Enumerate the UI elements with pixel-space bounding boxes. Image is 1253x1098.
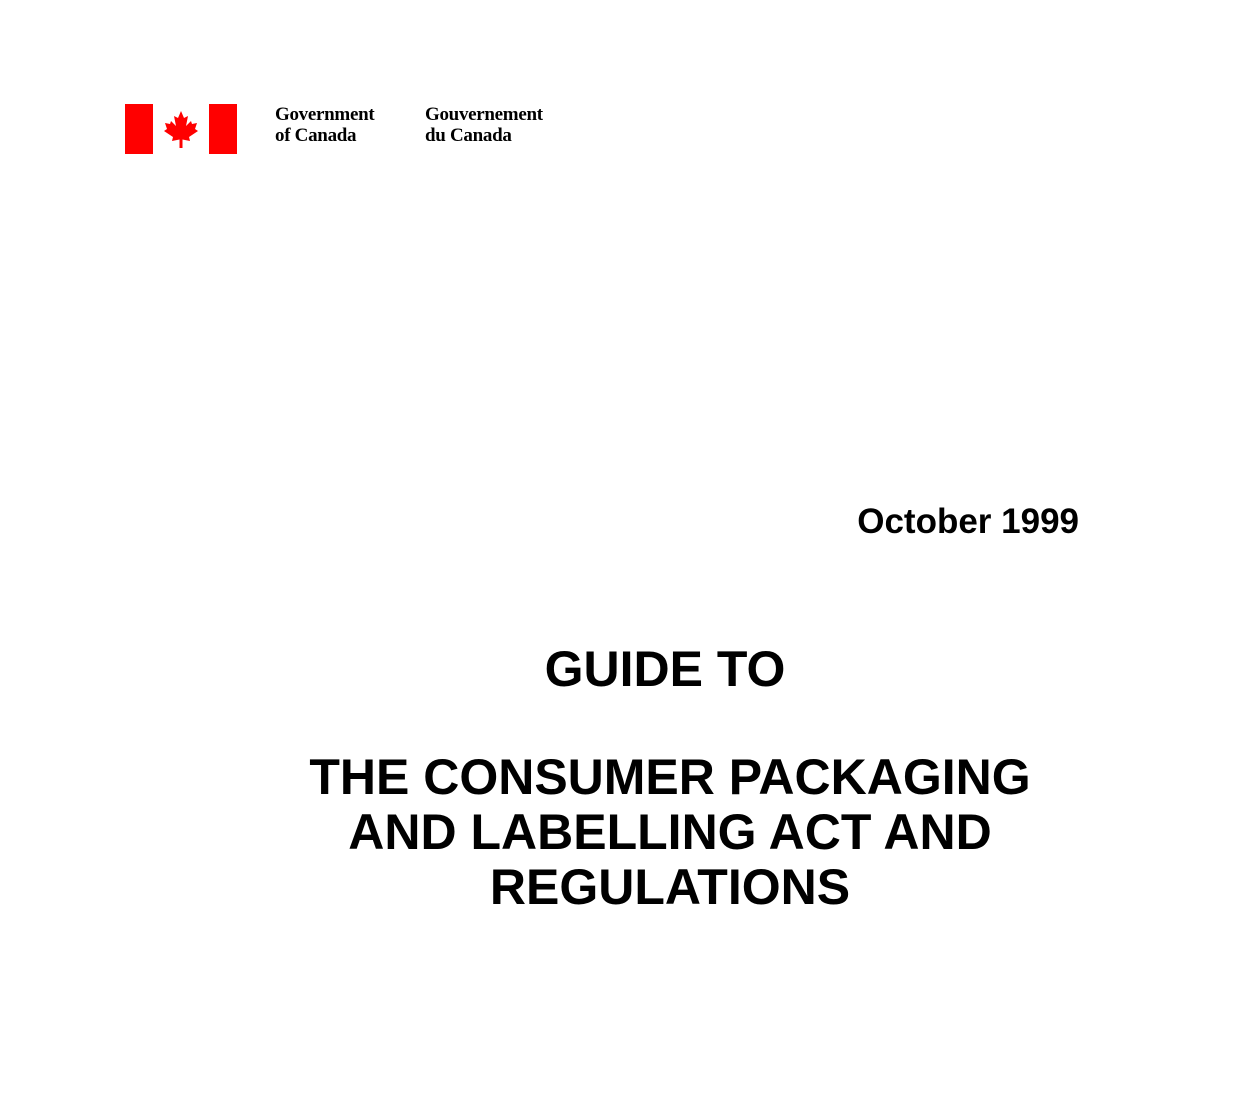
wordmark-fr-line1: Gouvernement bbox=[425, 104, 543, 125]
title-line-2: AND LABELLING ACT AND bbox=[348, 804, 992, 860]
canada-flag-icon bbox=[125, 104, 237, 154]
title-guide-to: GUIDE TO bbox=[544, 641, 786, 697]
gouvernement-du-canada-wordmark bbox=[425, 104, 543, 146]
government-of-canada-wordmark bbox=[275, 104, 374, 146]
title-line-3: REGULATIONS bbox=[489, 859, 851, 915]
document-title bbox=[270, 750, 1070, 915]
wordmark-en-line2: of Canada bbox=[275, 125, 357, 146]
publication-date: October 1999 bbox=[857, 502, 1079, 541]
wordmark-en-line1: Government bbox=[275, 104, 375, 125]
wordmark-fr-line2: du Canada bbox=[425, 125, 512, 146]
title-line-1: THE CONSUMER PACKAGING bbox=[309, 749, 1031, 805]
